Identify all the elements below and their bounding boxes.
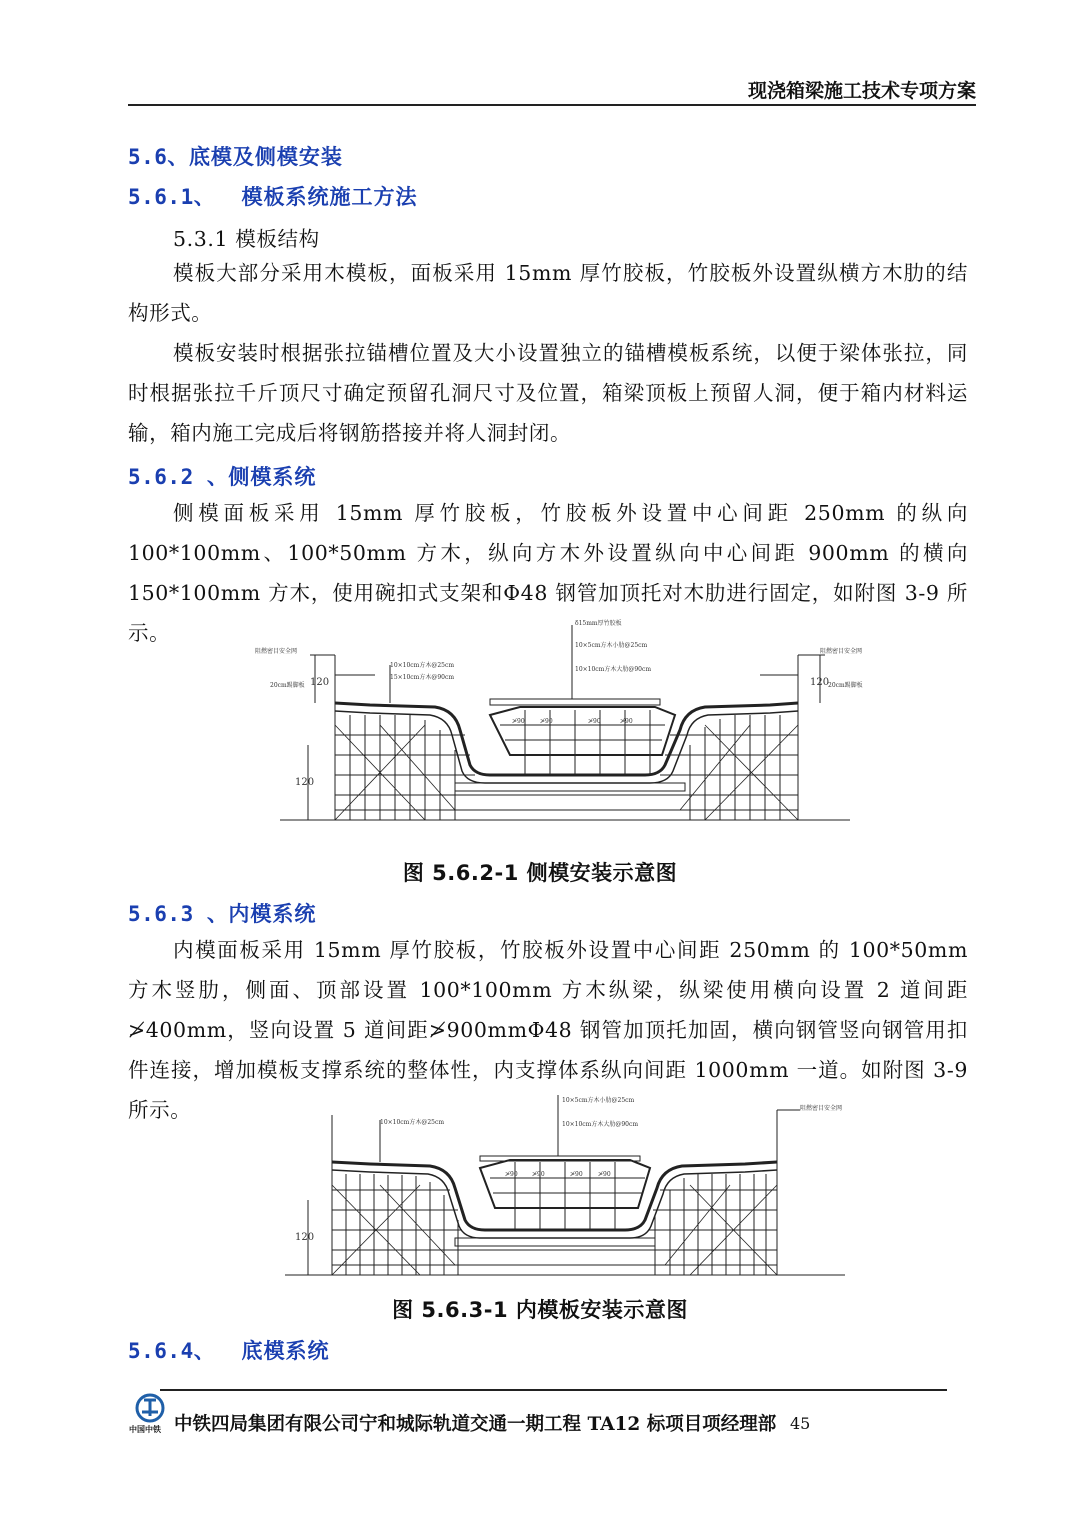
heading-title: 模板系统施工方法 [241, 185, 418, 209]
label-large-rib: 10×10cm方木大肋@90cm [575, 666, 652, 673]
heading-title: 内模系统 [228, 902, 317, 926]
heading-5-6-1 [128, 181, 418, 211]
subheading-5-3-1: 5.3.1 模板结构 [173, 227, 320, 251]
paragraph-side-formwork: 侧模面板采用 15mm 厚竹胶板，竹胶板外设置中心间距 250mm 的纵向 100*100mm、100*50mm 方木，纵向方木外设置纵向中心间距 900mm 的横向 150*100mm 方木，使用碗扣式支架和Φ48 钢管加顶托对木肋进行固定，如附图 3-9 所示。 [128, 501, 968, 645]
inner-formwork-diagram [280, 1090, 860, 1285]
label-toe-board-right: 20cm踢脚板 [828, 682, 863, 689]
label-small-rib: 10×5cm方木小肋@25cm [575, 642, 648, 649]
heading-number: 5.6.1、 [128, 185, 216, 209]
label-toe-board-left: 20cm踢脚板 [270, 682, 305, 689]
label-spacing-4: ≯90 [598, 1171, 611, 1178]
heading-title: 侧模系统 [228, 465, 317, 489]
label-safety-net-right: 阻燃密目安全网 [800, 1105, 843, 1112]
label-left-rib-25: 10×10cm方木@25cm [390, 662, 455, 669]
heading-number: 5.6、 [128, 145, 189, 169]
heading-5-6-2 [128, 461, 316, 491]
paragraph-anchor-template: 模板安装时根据张拉锚槽位置及大小设置独立的锚槽模板系统，以便于梁体张拉，同时根据张拉千斤顶尺寸确定预留孔洞尺寸及位置，箱梁顶板上预留人洞，便于箱内材料运输，箱内施工完成后将钢筋搭接并将人洞封闭。 [128, 341, 968, 445]
label-spacing-1: ≯90 [505, 1171, 518, 1178]
header-rule [128, 104, 976, 106]
figure-caption-inner-formwork: 图 5.6.3-1 内模板安装示意图 [392, 1298, 688, 1322]
footer-company: 中铁四局集团有限公司宁和城际轨道交通一期工程 TA12 标项目项经理部 [174, 1414, 777, 1435]
label-large-rib: 10×10cm方木大肋@90cm [562, 1121, 639, 1128]
label-left-rib-90: 15×10cm方木@90cm [390, 674, 455, 681]
heading-number: 5.6.3 、 [128, 902, 229, 926]
dimension-left-side: 120 [295, 1232, 315, 1243]
label-spacing-4: ≯90 [620, 718, 633, 725]
label-small-rib: 10×5cm方木小肋@25cm [562, 1097, 635, 1104]
paragraph-inner-formwork: 内模面板采用 15mm 厚竹胶板，竹胶板外设置中心间距 250mm 的 100*50mm 方木竖肋，侧面、顶部设置 100*100mm 方木纵梁，纵梁使用横向设置 2 道间距≯400mm，竖向设置 5 道间距≯900mmΦ48 钢管加顶托加固，横向钢管竖向钢管用扣件连接，增加模板支撑系统的整体性，内支撑体系纵向间距 1000mm 一道。如附图 3-9 所示。 [128, 938, 968, 1122]
label-left-rib: 10×10cm方木@25cm [380, 1119, 445, 1126]
dimension-left-top: 120 [310, 677, 330, 688]
heading-5-6 [128, 141, 343, 171]
label-safety-net-right: 阻燃密目安全网 [820, 648, 863, 655]
logo-text: 中国中铁 [129, 1425, 161, 1434]
page-header-title: 现浇箱梁施工技术专项方案 [747, 80, 976, 102]
dimension-right-top: 120 [810, 677, 830, 688]
heading-5-6-4 [128, 1335, 330, 1365]
heading-number: 5.6.2 、 [128, 465, 229, 489]
heading-title: 底模及侧模安装 [188, 145, 343, 169]
label-spacing-1: ≯90 [512, 718, 525, 725]
label-spacing-3: ≯90 [588, 718, 601, 725]
heading-title: 底模系统 [241, 1339, 330, 1363]
label-spacing-2: ≯90 [532, 1171, 545, 1178]
heading-number: 5.6.4、 [128, 1339, 216, 1363]
side-formwork-diagram [250, 615, 870, 830]
paragraph-template-structure: 模板大部分采用木模板，面板采用 15mm 厚竹胶板，竹胶板外设置纵横方木肋的结构形式。 [128, 261, 968, 325]
dimension-left-side: 120 [295, 777, 315, 788]
heading-5-6-3 [128, 898, 316, 928]
label-spacing-2: ≯90 [540, 718, 553, 725]
label-bamboo-plywood: δ15mm厚竹胶板 [575, 620, 622, 627]
figure-caption-side-formwork: 图 5.6.2-1 侧模安装示意图 [402, 861, 678, 885]
footer-rule [160, 1389, 947, 1391]
label-safety-net-left: 阻燃密目安全网 [255, 648, 298, 655]
label-spacing-3: ≯90 [570, 1171, 583, 1178]
company-logo-icon [128, 1392, 172, 1434]
page-number: 45 [790, 1414, 811, 1433]
